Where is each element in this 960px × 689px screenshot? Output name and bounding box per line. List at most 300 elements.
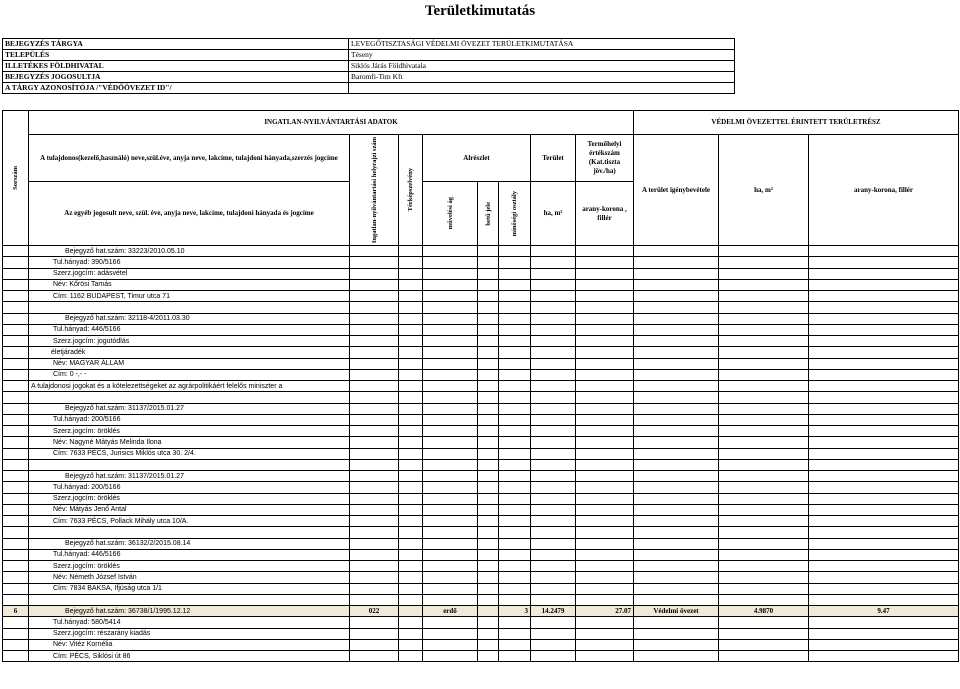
table-row [3, 437, 959, 448]
empty-cell [576, 459, 634, 470]
empty-cell [809, 392, 959, 403]
owner-cell: Szerz.jogcím: részarány kiadás [29, 628, 350, 639]
table-row [3, 493, 959, 504]
empty-cell [531, 493, 576, 504]
empty-cell [423, 538, 478, 549]
empty-cell [423, 561, 478, 572]
empty-cell [399, 437, 423, 448]
empty-cell [576, 651, 634, 662]
empty-cell [499, 268, 531, 279]
empty-cell [576, 572, 634, 583]
empty-cell [350, 639, 399, 650]
owner-cell: Tul.hányad: 200/5166 [29, 414, 350, 425]
empty-cell [531, 471, 576, 482]
empty-cell [719, 651, 809, 662]
hrsz-cell: 022 [350, 606, 399, 617]
empty-cell [809, 313, 959, 324]
tulajdonos-header: A tulajdonos(kezelő,használó) neve,szül.éve, anyja neve, lakcíme, tulajdoni hányada,szerzés jogcíme [29, 135, 350, 182]
owner-cell: Szerz.jogcím: öröklés [29, 493, 350, 504]
empty-cell [499, 302, 531, 313]
empty-cell [809, 246, 959, 257]
empty-cell [531, 639, 576, 650]
empty-cell [423, 639, 478, 650]
owner-cell [29, 459, 350, 470]
empty-cell [634, 324, 719, 335]
empty-cell [499, 426, 531, 437]
empty-cell [350, 504, 399, 515]
empty-cell [423, 279, 478, 290]
table-row [3, 347, 959, 358]
empty-cell [531, 426, 576, 437]
table-row [3, 291, 959, 302]
info-value: Baromfi-Tim Kft [349, 72, 735, 83]
empty-cell [350, 426, 399, 437]
empty-cell [399, 381, 423, 392]
empty-cell [499, 358, 531, 369]
empty-cell [576, 313, 634, 324]
empty-cell [423, 302, 478, 313]
empty-cell [478, 594, 499, 605]
empty-cell [399, 471, 423, 482]
empty-cell [350, 561, 399, 572]
info-row [3, 39, 735, 50]
muvelesi-cell: erdő [423, 606, 478, 617]
empty-cell [350, 459, 399, 470]
empty-cell [531, 549, 576, 560]
table-row [3, 561, 959, 572]
owner-cell: Tul.hányad: 580/5414 [29, 617, 350, 628]
empty-cell [809, 279, 959, 290]
empty-cell [423, 291, 478, 302]
empty-cell [634, 549, 719, 560]
table-row [3, 504, 959, 515]
empty-cell [399, 482, 423, 493]
empty-cell [3, 527, 29, 538]
info-label: TELEPÜLÉS [3, 50, 349, 61]
empty-cell [478, 459, 499, 470]
info-row [3, 50, 735, 61]
termohelyi-header: Termőhelyi értékszám (Kat.tiszta jöv./ha) [576, 135, 634, 182]
table-row [3, 279, 959, 290]
empty-cell [423, 426, 478, 437]
empty-cell [499, 414, 531, 425]
empty-cell [3, 639, 29, 650]
empty-cell [478, 403, 499, 414]
empty-cell [576, 279, 634, 290]
empty-cell [576, 268, 634, 279]
empty-cell [399, 527, 423, 538]
empty-cell [809, 617, 959, 628]
empty-cell [719, 471, 809, 482]
arany-header: arany-korona , fillér [576, 182, 634, 246]
empty-cell [634, 268, 719, 279]
empty-cell [634, 381, 719, 392]
empty-cell [634, 561, 719, 572]
empty-cell [3, 291, 29, 302]
empty-cell [634, 583, 719, 594]
empty-cell [576, 471, 634, 482]
empty-cell [499, 403, 531, 414]
empty-cell [423, 257, 478, 268]
empty-cell [719, 313, 809, 324]
empty-cell [499, 549, 531, 560]
empty-cell [350, 583, 399, 594]
empty-cell [478, 392, 499, 403]
empty-cell [576, 347, 634, 358]
empty-cell [399, 561, 423, 572]
empty-cell [719, 538, 809, 549]
table-row [3, 482, 959, 493]
empty-cell [423, 482, 478, 493]
empty-cell [531, 414, 576, 425]
vedelmi-header: VÉDELMI ÖVEZETTEL ÉRINTETT TERÜLETRÉSZ [634, 111, 959, 135]
empty-cell [719, 324, 809, 335]
empty-cell [719, 279, 809, 290]
table-row [3, 628, 959, 639]
owner-cell: Szerz.jogcím: jogutódlás [29, 336, 350, 347]
empty-cell [576, 628, 634, 639]
empty-cell [576, 291, 634, 302]
empty-cell [719, 594, 809, 605]
empty-cell [719, 257, 809, 268]
empty-cell [719, 448, 809, 459]
owner-cell: Cím: 0 -,- - [29, 369, 350, 380]
empty-cell [3, 549, 29, 560]
empty-cell [719, 268, 809, 279]
empty-cell [576, 617, 634, 628]
empty-cell [634, 628, 719, 639]
empty-cell [499, 482, 531, 493]
empty-cell [478, 414, 499, 425]
empty-cell [809, 639, 959, 650]
empty-cell [719, 504, 809, 515]
empty-cell [499, 246, 531, 257]
empty-cell [3, 414, 29, 425]
empty-cell [350, 651, 399, 662]
empty-cell [809, 628, 959, 639]
alreszlet-header: Alrészlet [423, 135, 531, 182]
empty-cell [3, 471, 29, 482]
empty-cell [499, 459, 531, 470]
empty-cell [531, 594, 576, 605]
empty-cell [719, 369, 809, 380]
empty-cell [399, 336, 423, 347]
empty-cell [499, 583, 531, 594]
empty-cell [719, 358, 809, 369]
empty-cell [531, 246, 576, 257]
empty-cell [809, 594, 959, 605]
empty-cell [499, 336, 531, 347]
owner-cell: Bejegyző hat.szám: 31137/2015.01.27 [29, 403, 350, 414]
empty-cell [478, 504, 499, 515]
empty-cell [399, 291, 423, 302]
empty-cell [350, 437, 399, 448]
empty-cell [719, 572, 809, 583]
empty-cell [478, 482, 499, 493]
empty-cell [3, 279, 29, 290]
empty-cell [499, 437, 531, 448]
empty-cell [399, 246, 423, 257]
empty-cell [634, 527, 719, 538]
empty-cell [576, 561, 634, 572]
table-row [3, 246, 959, 257]
empty-cell [350, 257, 399, 268]
empty-cell [478, 268, 499, 279]
empty-cell [809, 504, 959, 515]
table-row [3, 324, 959, 335]
owner-cell: Szerz.jogcím: adásvétel [29, 268, 350, 279]
empty-cell [3, 369, 29, 380]
table-row [3, 572, 959, 583]
empty-cell [399, 504, 423, 515]
empty-cell [531, 313, 576, 324]
table-row [3, 336, 959, 347]
empty-cell [499, 279, 531, 290]
empty-cell [399, 549, 423, 560]
table-row [3, 538, 959, 549]
info-row [3, 83, 735, 94]
empty-cell [634, 448, 719, 459]
empty-cell [809, 572, 959, 583]
empty-cell [478, 572, 499, 583]
empty-cell [399, 448, 423, 459]
empty-cell [719, 291, 809, 302]
empty-cell [719, 347, 809, 358]
empty-cell [576, 257, 634, 268]
empty-cell [350, 381, 399, 392]
owner-cell: Név: Nagyné Mátyás Melinda Ilona [29, 437, 350, 448]
table-row [3, 403, 959, 414]
empty-cell [809, 347, 959, 358]
owner-cell: Szerz.jogcím: öröklés [29, 426, 350, 437]
empty-cell [423, 437, 478, 448]
empty-cell [719, 561, 809, 572]
empty-cell [399, 302, 423, 313]
empty-cell [478, 347, 499, 358]
arany2-cell: 9.47 [809, 606, 959, 617]
empty-cell [3, 504, 29, 515]
table-row [3, 369, 959, 380]
owner-cell: Név: Mátyás Jenő Antal [29, 504, 350, 515]
owner-cell: Tul.hányad: 200/5166 [29, 482, 350, 493]
table-row [3, 448, 959, 459]
table-row [3, 358, 959, 369]
empty-cell [531, 257, 576, 268]
empty-cell [350, 527, 399, 538]
empty-cell [478, 291, 499, 302]
empty-cell [809, 527, 959, 538]
empty-cell [399, 279, 423, 290]
empty-cell [531, 369, 576, 380]
empty-cell [809, 459, 959, 470]
table-row [3, 392, 959, 403]
empty-cell [719, 516, 809, 527]
empty-cell [719, 493, 809, 504]
page-title: Területkimutatás [424, 3, 536, 19]
ha-m2-cell: 4.9870 [719, 606, 809, 617]
empty-cell [499, 617, 531, 628]
info-label: ILLETÉKES FÖLDHIVATAL [3, 61, 349, 72]
empty-cell [719, 628, 809, 639]
empty-cell [719, 381, 809, 392]
empty-cell [576, 639, 634, 650]
empty-cell [499, 651, 531, 662]
empty-cell [423, 414, 478, 425]
empty-cell [719, 482, 809, 493]
empty-cell [634, 594, 719, 605]
empty-cell [3, 257, 29, 268]
empty-cell [634, 257, 719, 268]
empty-cell [478, 516, 499, 527]
table-row [3, 527, 959, 538]
owner-cell: Bejegyző hat.szám: 36738/1/1995.12.12 [29, 606, 350, 617]
empty-cell [719, 414, 809, 425]
empty-cell [531, 392, 576, 403]
empty-cell [350, 594, 399, 605]
empty-cell [478, 527, 499, 538]
empty-cell [350, 246, 399, 257]
empty-cell [3, 336, 29, 347]
empty-cell [478, 538, 499, 549]
empty-cell [809, 448, 959, 459]
empty-cell [531, 437, 576, 448]
empty-cell [634, 392, 719, 403]
empty-cell [478, 257, 499, 268]
empty-cell [3, 347, 29, 358]
empty-cell [576, 538, 634, 549]
empty-cell [3, 358, 29, 369]
empty-cell [399, 347, 423, 358]
owner-cell [29, 527, 350, 538]
empty-cell [719, 437, 809, 448]
empty-cell [399, 313, 423, 324]
minosegi-cell: 3 [499, 606, 531, 617]
empty-cell [809, 426, 959, 437]
egyeb-header: Az egyéb jogosult neve, szül. éve, anyja neve, lakcíme, tulajdoni hányada és jogcíme [29, 182, 350, 246]
empty-cell [399, 639, 423, 650]
owner-cell [29, 594, 350, 605]
owner-cell [29, 302, 350, 313]
empty-cell [399, 459, 423, 470]
empty-cell [3, 403, 29, 414]
empty-cell [719, 336, 809, 347]
owner-cell: Bejegyző hat.szám: 36132/2/2015.08.14 [29, 538, 350, 549]
empty-cell [576, 302, 634, 313]
empty-cell [499, 639, 531, 650]
empty-cell [634, 426, 719, 437]
empty-cell [499, 504, 531, 515]
empty-cell [531, 347, 576, 358]
empty-cell [634, 651, 719, 662]
terkep-cell [399, 606, 423, 617]
empty-cell [809, 583, 959, 594]
empty-cell [809, 482, 959, 493]
empty-cell [399, 403, 423, 414]
empty-cell [499, 516, 531, 527]
empty-cell [478, 583, 499, 594]
info-table [2, 38, 735, 94]
empty-cell [576, 426, 634, 437]
owner-cell: Cím: PÉCS, Siklósi út 86 [29, 651, 350, 662]
empty-cell [634, 572, 719, 583]
empty-cell [531, 324, 576, 335]
empty-cell [531, 482, 576, 493]
empty-cell [350, 358, 399, 369]
table-row [3, 617, 959, 628]
empty-cell [634, 639, 719, 650]
arany-korona-header: arany-korona, fillér [809, 135, 959, 246]
empty-cell [634, 246, 719, 257]
empty-cell [350, 313, 399, 324]
owner-cell: életjáradék [29, 347, 350, 358]
empty-cell [399, 324, 423, 335]
empty-cell [350, 482, 399, 493]
empty-cell [634, 493, 719, 504]
empty-cell [350, 324, 399, 335]
table-row [3, 302, 959, 313]
empty-cell [499, 257, 531, 268]
empty-cell [531, 628, 576, 639]
empty-cell [350, 392, 399, 403]
empty-cell [423, 313, 478, 324]
info-row [3, 72, 735, 83]
empty-cell [423, 516, 478, 527]
empty-cell [423, 504, 478, 515]
empty-cell [531, 583, 576, 594]
empty-cell [531, 459, 576, 470]
empty-cell [478, 549, 499, 560]
table-row [3, 257, 959, 268]
table-row [3, 594, 959, 605]
info-label: BEJEGYZÉS TÁRGYA [3, 39, 349, 50]
owner-cell: Cím: 1162 BUDAPEST, Timur utca 71 [29, 291, 350, 302]
empty-cell [719, 302, 809, 313]
empty-cell [423, 403, 478, 414]
empty-cell [499, 538, 531, 549]
terulet-cell: 14.2479 [531, 606, 576, 617]
owner-cell: Cím: 7633 PÉCS, Pollack Mihály utca 10/A. [29, 516, 350, 527]
empty-cell [576, 493, 634, 504]
empty-cell [350, 268, 399, 279]
owner-cell: Név: Kőrösi Tamás [29, 279, 350, 290]
terulet-header: Terület [531, 135, 576, 182]
empty-cell [576, 324, 634, 335]
empty-cell [3, 426, 29, 437]
empty-cell [399, 257, 423, 268]
empty-cell [809, 302, 959, 313]
empty-cell [634, 482, 719, 493]
igenybevetel-header: A terület igénybevétele [634, 135, 719, 246]
empty-cell [809, 324, 959, 335]
empty-cell [399, 583, 423, 594]
empty-cell [399, 617, 423, 628]
empty-cell [634, 347, 719, 358]
empty-cell [499, 324, 531, 335]
sorszam-cell: 6 [3, 606, 29, 617]
empty-cell [478, 381, 499, 392]
empty-cell [478, 358, 499, 369]
empty-cell [350, 369, 399, 380]
info-value: LEVEGŐTISZTASÁGI VÉDELMI ÖVEZET TERÜLETKIMUTATÁSA [349, 39, 735, 50]
empty-cell [478, 471, 499, 482]
empty-cell [423, 448, 478, 459]
empty-cell [399, 594, 423, 605]
empty-cell [719, 392, 809, 403]
empty-cell [350, 347, 399, 358]
empty-cell [576, 583, 634, 594]
empty-cell [809, 257, 959, 268]
empty-cell [350, 448, 399, 459]
